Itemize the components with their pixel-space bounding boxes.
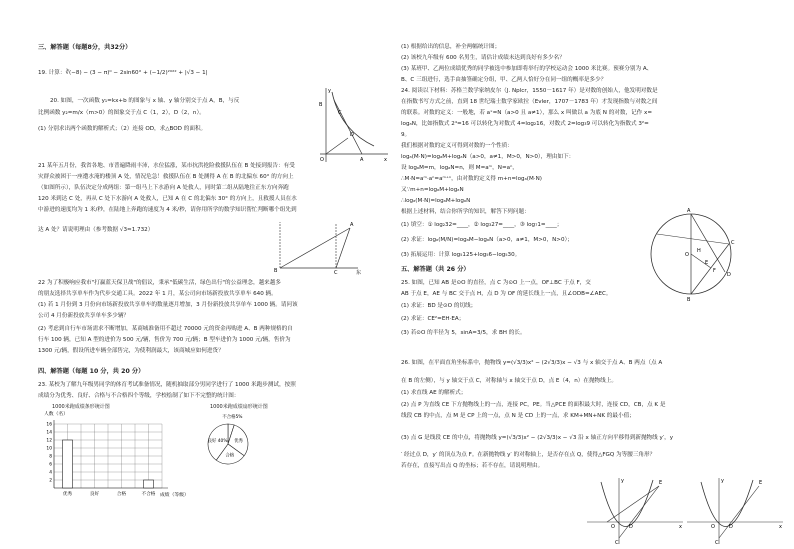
question-22-line-4: 公司 4 月份新投放共享单车多少辆？: [38, 313, 130, 319]
question-23-part-1: (1) 根据给出的信息，补全两幅统计图；: [401, 44, 501, 50]
question-21-line-2: 灾群众被困于一座遭水淹的楼顶 A 处，情况危急！救援队伍在 B 处测得 A 在 B 的北偏东 60° 的方向上: [38, 174, 294, 180]
question-24-line-14: (2) 求证：logₐ(M/N)=logₐM−logₐN（a>0，a≠1，M>0，N>0）；: [401, 237, 573, 243]
section-4-title: 四、解答题（每题 10 分，共 20 分）: [38, 368, 145, 375]
question-26-line-3: (1) 求直线 AE 的解析式；: [401, 390, 467, 396]
question-19: 19. 计算：∛(−8) − (3 − π)⁰ − 2sin60° + (−1/2)²⁰²² + |√3 − 1|: [38, 70, 208, 76]
pie-label: 优秀: [234, 439, 243, 445]
svg-text:C: C: [338, 110, 342, 116]
question-23-part-3a: (3) 某班甲、乙两位成绩优秀的同学被选中参加即将举行的学校运动会 1000 米比赛。预赛分别为 A、: [401, 66, 653, 72]
bar-1: [63, 440, 73, 488]
question-24-line-13: (1) 填空：① log₂32=____，② log₃27=____，③ log₇1=____；: [401, 222, 563, 228]
svg-text:F: F: [713, 268, 716, 274]
bar-category-label: 合格: [116, 492, 127, 497]
svg-text:x: x: [779, 524, 782, 530]
bar-y-tick-label: 8: [49, 454, 52, 460]
pie-label: 不合格5%: [222, 414, 243, 420]
bar-category-label: 不合格: [141, 492, 156, 497]
svg-text:A: A: [360, 157, 364, 163]
svg-text:A: A: [350, 222, 354, 228]
question-24-line-3: 的联系。对数的定义：一般地，若 aˣ=N（a>0 且 a≠1），那么 x 叫做以 a 为底 N 的对数，记作 x=: [401, 110, 653, 116]
question-24-line-7: logₐ(M·N)=logₐM+logₐN（a>0，a≠1，M>0，N>0），理由如下：: [401, 154, 575, 160]
question-24-line-12: 根据上述材料，结合你所学的知识，解答下列问题：: [401, 209, 530, 215]
question-24-line-4: logₐN，比如指数式 2⁴=16 可以转化为对数式 4=log₂16，对数式 2=log₃9 可以转化为指数式 3²=: [401, 121, 649, 127]
svg-text:x: x: [679, 524, 682, 530]
section-5-title: 五、解答题（共 26 分）: [401, 266, 470, 273]
bar-category-label: 良好: [89, 492, 100, 497]
svg-text:B: B: [687, 297, 691, 303]
svg-text:O: O: [611, 524, 615, 530]
question-21-line-5: 中游进的速度均为 1 米/秒，在陆地上奔跑的速度为 4 米/秒，请你用所学的数学知识帮忙判断哪个组先到: [38, 207, 297, 213]
svg-text:C: C: [715, 540, 719, 546]
question-25-line-4: (2) 求证：CE²=EH·EA；: [401, 316, 465, 322]
svg-text:D: D: [350, 132, 354, 138]
question-22-line-2: 的朋友选择共享单车作为代步交通工具。2022 年 1 月，某公司向市场新投放共享单车 640 辆。: [38, 291, 277, 297]
bar-chart: [40, 410, 206, 504]
question-21-line-1: 21 某年五月份，我省各地、市普遍降雨丰沛，水位猛涨，某市抗洪抢险救援队伍在 B 处接到报告：有受: [38, 163, 295, 169]
question-24-line-1: 24. 阅读以下材料：苏格兰数学家纳皮尔（J. Nplcr，1550－1617 年）是对数的创始人，他发明对数是: [401, 88, 658, 94]
question-24-line-15: (3) 拓展运用：计算 log₅125+log₅6−log₅30。: [401, 252, 521, 258]
question-24-line-5: 9。: [401, 132, 411, 138]
bar-4: [144, 480, 154, 488]
bar-y-tick-label: 4: [49, 470, 52, 476]
question-20-line-1: 20. 如图，一次函数 y₁=kx+b 的图象与 x 轴、y 轴分别交于点 A，B，与反: [50, 98, 240, 104]
svg-text:O: O: [685, 252, 689, 258]
right-column: [397, 0, 794, 549]
question-23-part-2: (2) 该校九年级有 600 名男生，请估计成绩未达到良好有多少名？: [401, 55, 565, 61]
pie-chart: [198, 410, 268, 474]
svg-text:D: D: [729, 524, 733, 530]
question-26-line-8: 若存在，直接写出点 Q 的坐标；若不存在，请说明理由。: [401, 463, 544, 469]
svg-text:B: B: [319, 102, 323, 108]
question-20-line-2: 比例函数 y₂=m/x（m>0）的图象交于点 C（1，2），D（2，n）。: [38, 110, 205, 116]
bar-y-tick-label: 16: [46, 422, 52, 428]
svg-text:C: C: [615, 540, 619, 546]
question-24-line-10: 又∵m+n=logₐM+logₐN: [401, 187, 464, 193]
question-25-line-1: 25. 如图，已知 AB 是⊙O 的直径，点 C 为⊙O 上一点，OF⊥BC 于点 F，交: [401, 280, 591, 286]
svg-text:A: A: [687, 208, 691, 214]
figure-25-circle: [645, 204, 735, 302]
bar-chart-title: 1000米跑成绩条形统计图: [52, 404, 110, 410]
svg-text:B: B: [274, 268, 278, 274]
question-26-line-1: 26. 如图，在平面直角坐标系中，抛物线 y=(√3/3)x² − (2√3/3)x − √3 与 x 轴交于点 A、B 两点（点 A: [401, 360, 663, 366]
question-22-line-1: 22 为了积极响应我市"打赢蓝天保卫战"的倡议，秉承"低碳生活，绿色出行"的公益理念，越来越多: [38, 280, 281, 286]
bar-y-tick-label: 14: [46, 430, 52, 436]
svg-text:O: O: [711, 524, 715, 530]
question-26-line-5: 线段 CB 的中点，点 M 是 CP 上的一点，点 N 是 CD 上的一点，求 KM+MN+NK 的最小值；: [401, 413, 635, 419]
question-24-line-9: ∴M·N=aᵐ·aⁿ=aᵐ⁺ⁿ，由对数的定义得 m+n=logₐ(M·N): [401, 176, 542, 182]
question-24-line-6: 我们根据对数的定义可得到对数的一个性质：: [401, 143, 513, 149]
question-25-line-2: AB 于点 E，AE 与 BC 交于点 H，点 D 为 OF 的延长线上一点，且∠ODB=∠AEC。: [401, 291, 612, 297]
svg-text:y: y: [621, 478, 624, 484]
question-22-line-3: (1) 若 1 月份到 3 月份向市场新投放共享单车的数量逐月增加，3 月份新投放共享单车 1000 辆。请问该: [38, 302, 298, 308]
bar-chart-xlabel: 成绩（等级）: [160, 493, 189, 498]
question-26-line-4: (2) 点 P 为直线 CE 下方抛物线上的一点，连接 PC，PE。当△PCE 的面积最大时，连接 CD，CB，点 K 是: [401, 402, 666, 408]
question-26-line-7: ′ 经过点 D，y′ 的顶点为点 F。在新抛物线 y′ 的对称轴上，是否存在点 Q，使得△FGQ 为等腰三角形？: [401, 452, 656, 458]
question-21-line-6: 达 A 处？请说明理由（参考数据 √3≈1.732）: [38, 227, 154, 233]
question-23-line-2: 成绩分为优秀、良好、合格与不合格四个等级，学校绘制了如下不完整的统计图：: [38, 393, 240, 399]
question-25-line-5: (3) 若⊙O 的半径为 5，sinA=3/5，求 BH 的长。: [401, 330, 526, 336]
svg-text:E: E: [659, 480, 663, 486]
question-24-line-11: ∴logₐ(M·N)=logₐM+logₐN: [401, 198, 471, 204]
question-22-line-6: 行车 100 辆，已知 A 型的进价为 500 元/辆，售价为 700 元/辆；B 型车进价为 1000 元/辆，售价为: [38, 337, 291, 343]
question-25-line-3: (1) 求证：BD 是⊙O 的切线；: [401, 303, 477, 309]
question-20-line-3: (1) 分别求出两个函数的解析式；（2）连接 OD，求△BOD 的面积。: [38, 126, 207, 132]
svg-text:y: y: [721, 478, 724, 484]
svg-text:O: O: [320, 157, 324, 163]
svg-text:x: x: [384, 157, 387, 163]
question-24-line-2: 在指数书写方式之前，直到 18 世纪瑞士数学家欧拉（Evler，1707－1783 年）才发现指数与对数之间: [401, 99, 658, 105]
bar-y-tick-label: 12: [46, 438, 52, 444]
bar-chart-ylabel: 人数（名）: [44, 412, 68, 417]
svg-text:C: C: [731, 240, 735, 246]
pie-label: 合格: [225, 453, 235, 459]
figure-20-graph: [314, 86, 390, 164]
bar-y-tick-label: 6: [49, 462, 52, 468]
question-26-line-2: 在 B 的左侧），与 y 轴交于点 C，对称轴与 x 轴交于点 D，点 E（4，n）在抛物线上。: [401, 378, 617, 384]
question-21-line-4: 120 米到达 C 处，再从 C 处下水游向 A 处救人，已知 A 在 C 的北偏东 30° 的方向上，且救援人员在水: [38, 196, 297, 202]
bar-y-tick-label: 2: [49, 478, 52, 484]
question-22-line-7: 1300 元/辆，假设所进车辆全部售完，为使利润最大，该商城应如何进货？: [38, 348, 224, 354]
svg-text:C: C: [334, 270, 338, 276]
svg-text:D: D: [629, 524, 633, 530]
question-26-line-6: (3) 点 G 是线段 CE 的中点，将抛物线 y=(√3/3)x² − (2√3/3)x − √3 沿 x 轴正方向平移得到新抛物线 y′，y: [401, 435, 674, 441]
bar-y-tick-label: 10: [46, 446, 52, 452]
question-23-line-1: 23. 某校为了解九年级男同学的体育考试准备情况，随机抽取部分男同学进行了 1000 米跑步测试，按照: [38, 382, 296, 388]
question-24-line-8: 设 logₐM=m，logₐN=n，则 M=aᵐ，N=aⁿ，: [401, 165, 518, 171]
figure-21-diagram: [266, 216, 366, 274]
bar-category-label: 优秀: [62, 492, 73, 497]
question-23-part-3b: B、C 三组进行，选手由抽签确定分组，甲、乙两人恰好分在同一组的概率是多少？: [401, 77, 607, 83]
svg-text:东: 东: [356, 270, 362, 276]
figure-26-parabolas: [585, 476, 785, 546]
svg-text:E: E: [705, 260, 709, 266]
svg-text:E: E: [759, 480, 763, 486]
question-21-line-3: （如图所示），队伍决定分成两组：第一组马上下水游向 A 处救人，同时第二组从陆地往正东方向奔跑: [38, 185, 289, 191]
svg-text:D: D: [727, 272, 731, 278]
pie-label: 良好 40%: [207, 439, 228, 445]
svg-text:y: y: [328, 88, 331, 94]
section-3-title: 三、解答题（每题8分，共32分）: [38, 44, 132, 51]
svg-text:H: H: [697, 248, 701, 254]
question-22-line-5: (2) 考虑到自行车市场需求不断增加，某商城准备用不超过 70000 元的资金再购进 A、B 两种规格的自: [38, 326, 293, 332]
pie-chart-title: 1000米跑成绩扇形统计图: [210, 404, 268, 410]
